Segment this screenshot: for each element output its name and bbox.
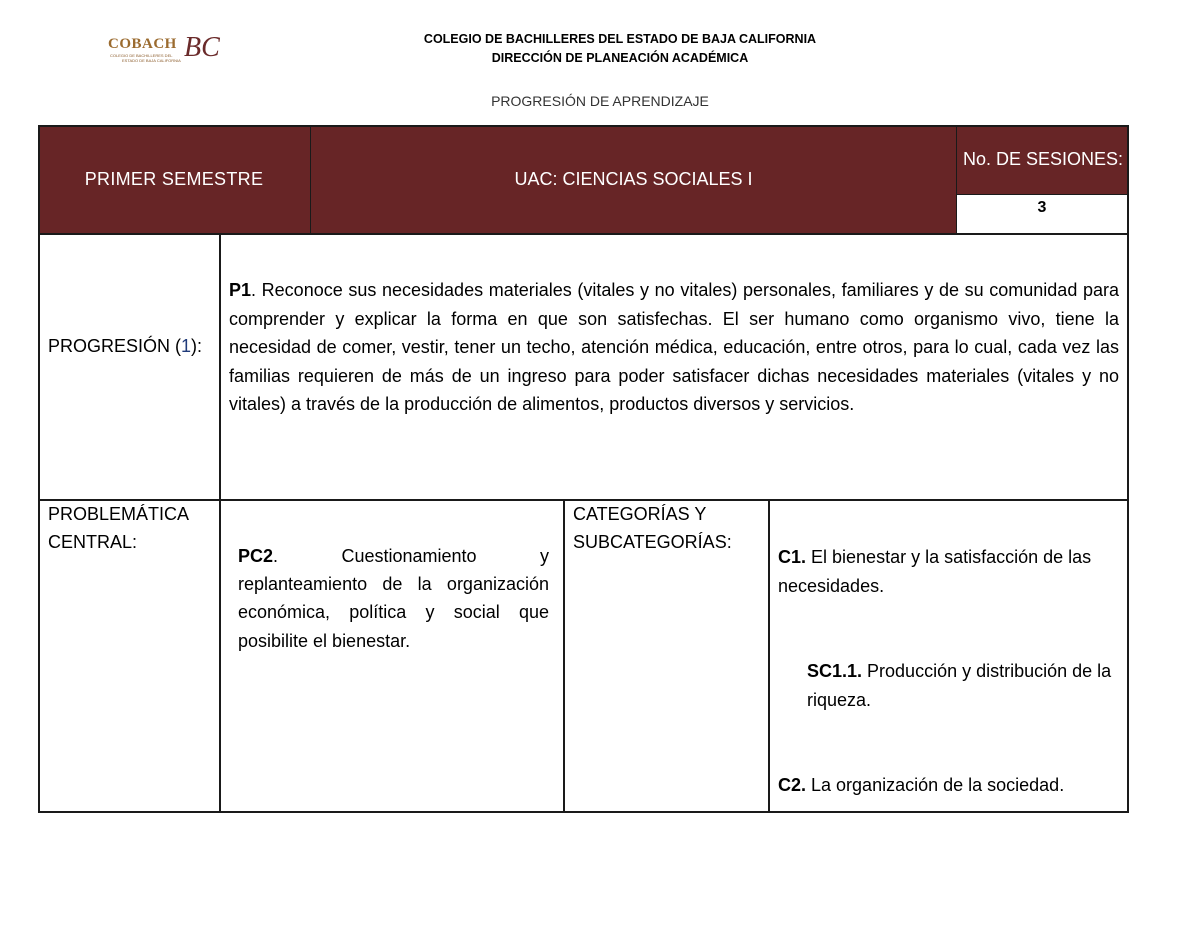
institution-title: COLEGIO DE BACHILLERES DEL ESTADO DE BAJA CALIFORNIA [423,32,817,46]
progression-body: . Reconoce sus necesidades materiales (vitales y no vitales) personales, familiares y de su comunidad para comprender y explicar la forma en que son satisfechas. El ser humano como organismo vivo, tiene la necesidad de comer, vestir, tener un techo, atención médica, educación, entre otros, para lo cual, cada vez las familias requieren de más de un ingreso para poder satisfacer dichas necesidades materiales (vitales y no vitales) a través de la producción de alimentos, productos diversos y servicios. [229,280,1119,414]
sessions-header-cell [956,125,1129,194]
category-c1-text: El bienestar y la satisfacción de las necesidades. [778,547,1092,596]
semester-label: PRIMER SEMESTRE [84,169,264,189]
progression-label [48,332,218,361]
uac-label: UAC: CIENCIAS SOCIALES I [514,169,753,189]
subcategory-sc1-1-text: Producción y distribución de la riqueza. [807,661,1112,710]
subcategory-sc1-1 [807,657,1119,714]
sessions-value-cell [956,194,1129,234]
progression-code: P1 [229,280,252,300]
col-divider-label [219,233,221,813]
logo-bc-mark: BC [184,32,220,63]
category-c2-text: La organización de la sociedad. [806,775,1065,795]
cobach-logo [106,32,220,70]
progression-label-prefix: PROGRESIÓN ( [48,336,182,356]
central-problem-body: . Cuestionamiento y replanteamiento de la organización económica, política y social que posibilite el bienestar. [238,546,549,651]
col-divider-cat [768,499,770,813]
subcategory-sc1-1-code: SC1.1. [807,661,863,681]
logo-tagline-1: COLEGIO DE BACHILLERES DEL [110,53,173,58]
sessions-value: 3 [1037,199,1047,216]
category-c2 [778,771,1123,799]
category-c2-code: C2. [778,775,807,795]
logo-brand-text: COBACH [108,36,177,52]
category-c1-code: C1. [778,547,807,567]
logo-tagline-2: ESTADO DE BAJA CALIFORNIA [122,58,181,63]
category-c1 [778,543,1118,600]
progression-number: 1 [181,336,192,356]
central-problem-text [238,542,549,655]
department-title: DIRECCIÓN DE PLANEACIÓN ACADÉMICA [491,51,749,65]
document-subtitle: PROGRESIÓN DE APRENDIZAJE [491,93,709,109]
central-problem-label: PROBLEMÁTICA CENTRAL: [48,504,189,552]
progression-label-suffix: ): [191,336,203,356]
col-divider-pc [563,499,565,813]
uac-cell [310,125,956,234]
central-problem-code: PC2 [238,546,274,566]
semester-cell [38,125,310,234]
categories-label: CATEGORÍAS Y SUBCATEGORÍAS: [573,504,732,552]
progression-text [229,276,1119,419]
sessions-label: No. DE SESIONES: [962,149,1124,169]
row-divider-1 [38,233,1129,235]
